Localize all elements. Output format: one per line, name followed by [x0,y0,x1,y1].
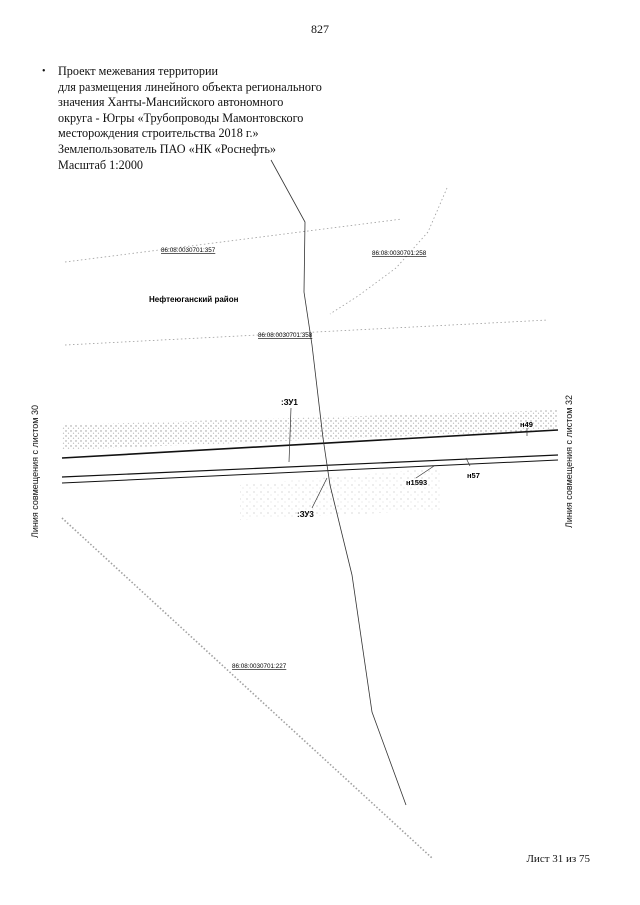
parcel-label: 86:08:0030701:357 [161,247,216,254]
title-line: Землепользователь ПАО «НК «Роснефть» [58,141,277,156]
point-label: н57 [467,471,480,480]
zone-label: :ЗУ1 [281,398,298,407]
title-line: округа - Югры «Трубопроводы Мамонтовского [58,110,304,125]
side-label-left: Линия совмещения с листом 30 [30,405,40,538]
sheet-number: Лист 31 из 75 [526,853,590,865]
point-label: н49 [520,420,533,429]
parcel-label: 86:08:0030701:358 [258,332,313,339]
district-label: Нефтеюганский район [149,295,239,304]
scale-label: Масштаб 1:2000 [58,157,144,172]
point-label: н1593 [406,478,428,487]
title-line: для размещения линейного объекта регионального [58,79,322,94]
parcel-label: 86:08:0030701:227 [232,663,287,670]
side-label-right: Линия совмещения с листом 32 [564,395,574,528]
page-number: 827 [311,22,329,36]
title-line: значения Ханты-Мансийского автономного [58,95,284,110]
stippled-strip-lower [240,468,440,520]
parcel-label: 86:08:0030701:258 [372,250,427,257]
title-line: месторождения строительства 2018 г.» [58,126,259,141]
parcel-boundary [62,518,432,858]
corridor-line [62,455,558,477]
bullet-mark: • [42,66,46,77]
parcel-boundary [65,219,402,262]
zone-label: :ЗУ3 [297,510,314,519]
title-line: Проект межевания территории [58,64,219,78]
